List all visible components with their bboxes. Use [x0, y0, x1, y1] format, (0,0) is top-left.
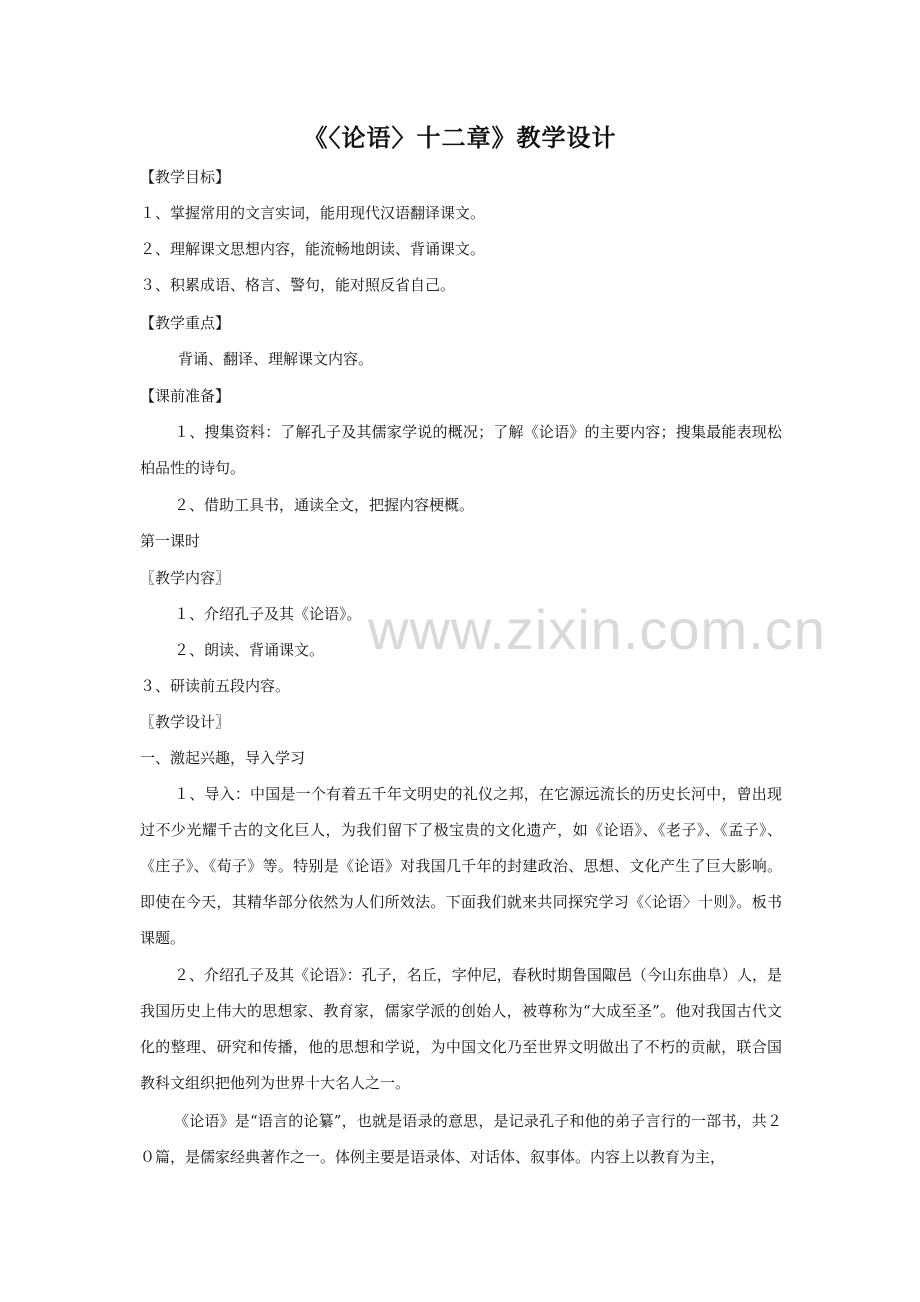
content-item: １、介绍孔子及其《论语》。: [174, 605, 362, 623]
lesson-heading: 第一课时: [140, 532, 201, 550]
content-heading: 〖教学内容〗: [140, 569, 231, 587]
content-item: ２、朗读、背诵课文。: [174, 641, 325, 659]
goal-item: ３、积累成语、格言、警句，能对照反省自己。: [140, 276, 456, 294]
focus-text: 背诵、翻译、理解课文内容。: [178, 350, 374, 368]
prep-item: １、搜集资料：了解孔子及其儒家学说的概况；了解《论语》的主要内容；搜集最能表现松柏品性的诗句。: [140, 423, 782, 477]
goals-heading: 【教学目标】: [140, 168, 231, 186]
confucius-paragraph: ２、介绍孔子及其《论语》：孔子，名丘，字仲尼，春秋时期鲁国陬邑（今山东曲阜）人，是我国历史上伟大的思想家、教育家，儒家学派的创始人，被尊称为“大成至圣”。他对我国古代文化的整理、研究和传播，他的思想和学说，为中国文化乃至世界文明做出了不朽的贡献，联合国教科文组织把他列为世界十大名人之一。: [140, 966, 782, 1092]
document-title: 《〈论语〉十二章》教学设计: [303, 123, 617, 152]
prep-item: ２、借助工具书，通读全文，把握内容梗概。: [174, 496, 475, 514]
intro-paragraph: １、导入：中国是一个有着五千年文明史的礼仪之邦，在它源远流长的历史长河中，曾出现过不少光耀千古的文化巨人，为我们留下了极宝贵的文化遗产，如《论语》、《老子》、《孟子》、《庄子》、《荀子》等。特别是《论语》对我国几千年的封建政治、思想、文化产生了巨大影响。即使在今天，其精华部分依然为人们所效法。下面我们就来共同探究学习《〈论语〉十则》。板书课题。: [140, 785, 782, 947]
goal-item: １、掌握常用的文言实词，能用现代汉语翻译课文。: [140, 204, 486, 222]
design-heading: 〖教学设计〗: [140, 713, 231, 731]
content-item: ３、研读前五段内容。: [140, 677, 291, 695]
focus-heading: 【教学重点】: [140, 314, 231, 332]
prep-heading: 【课前准备】: [140, 387, 231, 405]
analects-paragraph: 《论语》是“语言的论纂”，也就是语录的意思，是记录孔子和他的弟子言行的一部书，共２０篇，是儒家经典著作之一。体例主要是语录体、对话体、叙事体。内容上以教育为主，: [140, 1112, 782, 1166]
goal-item: ２、理解课文思想内容，能流畅地朗读、背诵课文。: [140, 240, 486, 258]
watermark-text: www.zixin.com.cn: [368, 598, 826, 661]
step-heading: 一、激起兴趣，导入学习: [140, 749, 306, 767]
